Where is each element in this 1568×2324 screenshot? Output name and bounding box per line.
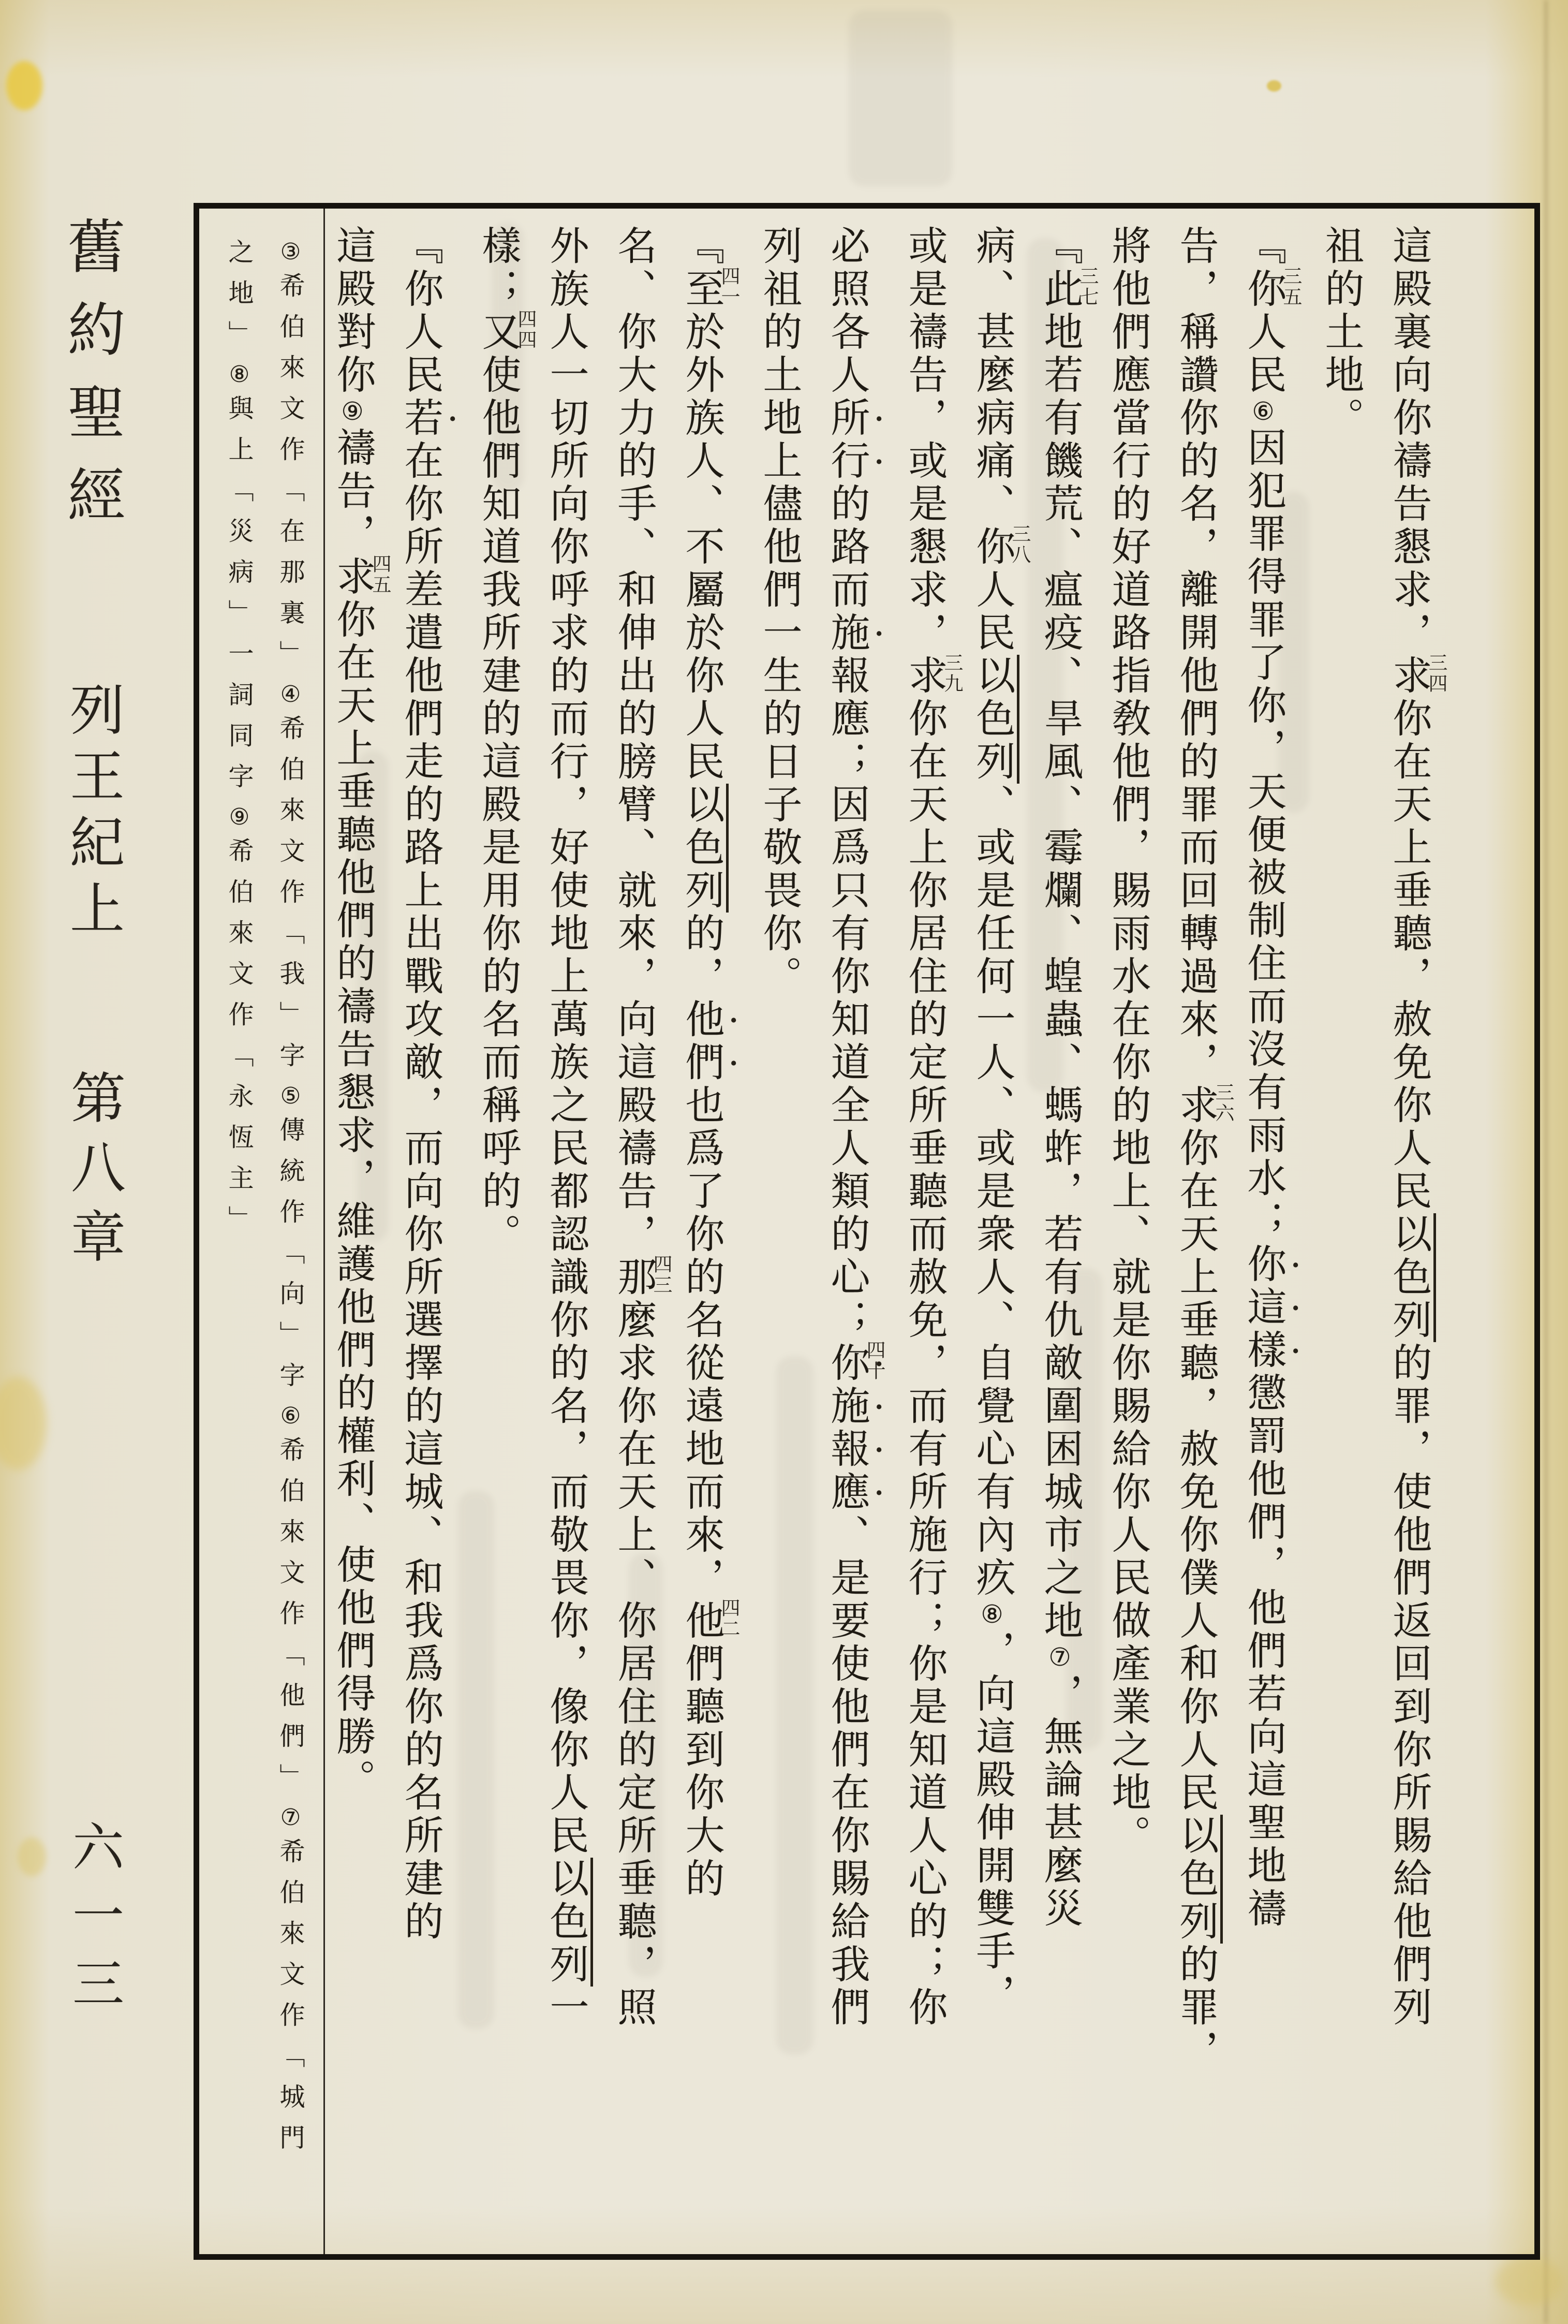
footnote-ref-mark: ⑧ xyxy=(226,361,253,395)
stain-spot xyxy=(0,1377,47,1470)
text-run: 那麼求你在天上、你居住的定所垂聽，照 xyxy=(612,1256,655,2029)
section-title: 列王紀上 xyxy=(62,681,123,946)
text-run: 又使他們知道我所建的這殿是用你的名而稱呼的。 xyxy=(476,311,520,1256)
text-run: 你人民 xyxy=(1241,268,1285,397)
text-run: 的路而 xyxy=(825,483,868,612)
text-run: 祖的土地。 xyxy=(1319,225,1363,440)
text-column xyxy=(214,239,265,2195)
scripture-columns xyxy=(331,225,1446,2237)
text-run: 的罪， xyxy=(1174,1944,1217,2072)
text-run: ，向這殿伸開雙手， xyxy=(970,1630,1014,2017)
text-run: 求你在天上垂聽，赦免你人民 xyxy=(1387,655,1430,1213)
stain-spot xyxy=(1496,2257,1563,2306)
text-run: 列祖的土地上儘他們一生的日子敬畏你。 xyxy=(757,225,801,998)
text-run: 希伯來文作﹁我﹂字 xyxy=(276,715,305,1083)
text-run: ﹃你人民 xyxy=(398,225,442,397)
text-column xyxy=(531,225,599,2232)
text-run: 報應；因爲只有你知道全人類的心； xyxy=(825,655,868,1342)
text-run: 也爲了你的名從遠地而來， xyxy=(679,1084,723,1600)
proper-noun: 以色列 xyxy=(1387,1213,1436,1342)
text-run: 與上﹁災病﹂一詞同字 xyxy=(225,395,254,804)
emphasized-text: 所行 xyxy=(825,397,868,483)
text-run: ﹃ xyxy=(1038,225,1082,268)
text-run: ，無論甚麼災 xyxy=(1038,1673,1082,1931)
proper-noun: 以色列 xyxy=(1174,1815,1223,1944)
book-title: 舊約聖經 xyxy=(59,216,123,548)
text-column: ﹃ 三七 此地若有饑荒、瘟疫、旱風、霉爛、蝗蟲、螞蚱，若有仇敵圍困城市之地⑦，無論甚麼災 xyxy=(1038,225,1098,1931)
footnote-ref-mark: ④ xyxy=(277,681,304,715)
text-column xyxy=(745,225,812,2232)
text-run: 求你在天上垂聽，赦免你僕人和你人民 xyxy=(1174,1084,1217,1815)
text-run: 、是要使他們在你賜給我們 xyxy=(825,1514,868,2029)
footnote-ref-mark: ⑨ xyxy=(226,804,253,837)
footnote-ref-mark: ⑤ xyxy=(277,1083,304,1116)
text-run: 、或是任何一人、或是衆人、自覺心有內疚 xyxy=(970,784,1014,1600)
text-column: 樣； 四四 又使他們知道我所建的這殿是用你的名而稱呼的。 xyxy=(476,225,536,1256)
page-number: 六一三 xyxy=(65,1820,122,2025)
text-run: 求你在天上你居住的定所垂聽而赦免，而有所施行；你是知道人心的；你 xyxy=(903,655,946,2029)
footnote-ref-mark: ⑦ xyxy=(1045,1643,1074,1673)
text-column: 或是禱告，或是懇求， 三九 求你在天上你居住的定所垂聽而赦免，而有所施行；你是知道人心的；你 xyxy=(903,225,962,2029)
footnote-ref-mark: ⑧ xyxy=(978,1600,1007,1630)
emphasized-text: 施 xyxy=(825,612,868,655)
text-run: 的， xyxy=(679,913,723,998)
text-run: ﹃ xyxy=(679,225,723,268)
text-run: 傳統作﹁向﹂字 xyxy=(276,1116,305,1403)
text-run: 必照各人 xyxy=(825,225,868,397)
text-column: 這殿裏向你禱告懇求， 三四 求你在天上垂聽，赦免你人民以色列的罪，使他們返回到你所賜給他們列 xyxy=(1387,225,1446,2029)
footnote-ref-mark: ⑦ xyxy=(277,1804,304,1838)
text-run: 一 xyxy=(544,1987,587,2029)
footnote-ref-mark: ⑥ xyxy=(1249,397,1278,427)
text-column: 這殿對你⑨禱告， 四五 求你在天上垂聽他們的禱告懇求，維護他們的權利、使他們得勝。 xyxy=(331,225,390,1802)
text-column xyxy=(265,239,316,2195)
text-column xyxy=(386,225,464,2232)
page-border-box xyxy=(194,203,1540,2260)
text-run: 的罪，使他們返回到你所賜給他們列 xyxy=(1387,1342,1430,2029)
text-column: ﹃ 四一 至於外族人、不屬於你人民以色列的，他們也爲了你的名從遠地而來， 四二 他們聽到你大的 xyxy=(679,225,739,1901)
text-run: 你人民 xyxy=(970,526,1014,655)
text-run: 病、甚麼病痛、 xyxy=(970,225,1014,526)
text-column: 必照各人所行的路而施報應；因爲只有你知道全人類的心； 四十 你施報應、是要使他們在你賜給我們 xyxy=(825,225,884,2029)
proper-noun: 以色列 xyxy=(679,784,729,913)
text-run: 樣； xyxy=(476,225,520,311)
text-column: 告，稱讚你的名，離開他們的罪而回轉過來， 三六 求你在天上垂聽，赦免你僕人和你人民以色列的罪， xyxy=(1174,225,1233,2072)
text-run: 告，稱讚你的名，離開他們的罪而回轉過來， xyxy=(1174,225,1217,1084)
text-run: 將他們應當行的好道路指敎他們，賜雨水在你的地上、就是你賜給你人民做產業之地。 xyxy=(1106,225,1149,1858)
text-run: 至於外族人、不屬於你人民 xyxy=(679,268,723,784)
text-column xyxy=(1307,225,1374,2232)
text-run: 外族人一切所向你呼求的而行，好使地上萬族之民都認識你的名，而敬畏你，像你人民 xyxy=(544,225,587,1858)
text-run: 懲罰他們，他們若向這聖地禱 xyxy=(1241,1372,1285,1931)
text-run: 或是禱告，或是懇求， xyxy=(903,225,946,655)
text-column: ﹃ 三五 你人民⑥因犯罪得罪了你，天便被制住而沒有雨水；你這樣懲罰他們，他們若向這聖地禱 xyxy=(1241,225,1301,1931)
text-run: 因犯罪得罪了你，天便被制住而沒有雨水； xyxy=(1241,427,1285,1243)
text-run: 此地若有饑荒、瘟疫、旱風、霉爛、蝗蟲、螞蚱，若有仇敵圍困城市之地 xyxy=(1038,268,1082,1643)
text-column xyxy=(1093,225,1161,2232)
stain-spot xyxy=(6,61,42,110)
text-run: 希伯來文作﹁在那裏﹂ xyxy=(276,272,305,681)
bleed-through xyxy=(849,10,952,186)
text-run: 這殿對你 xyxy=(331,225,374,397)
text-run: 求你在天上垂聽他們的禱告懇求，維護他們的權利、使他們得勝。 xyxy=(331,556,374,1802)
text-run: 希伯來文作﹁他們﹂ xyxy=(276,1436,305,1804)
footnote-ref-mark: ③ xyxy=(277,239,304,272)
footnote-columns xyxy=(206,239,316,2205)
text-run: 他們聽到你大的 xyxy=(679,1600,723,1901)
stain-spot xyxy=(18,1837,46,1876)
text-run: 希伯來文作﹁永恆主﹂ xyxy=(225,837,254,1246)
emphasized-text: 他們 xyxy=(679,998,723,1084)
footnote-divider-rule xyxy=(323,209,325,2254)
text-run: ﹃ xyxy=(1241,225,1285,268)
footnote-ref-mark: ⑥ xyxy=(277,1403,304,1436)
text-run: 希伯來文作﹁城門 xyxy=(276,1838,305,2165)
proper-noun: 以色列 xyxy=(970,655,1019,784)
text-run: 之地﹂ xyxy=(225,239,254,361)
text-run: 在你所差遣他們走的路上出戰攻敵，而向你所選擇的這城、和我爲你的名所建的 xyxy=(398,440,442,1944)
text-column: 病、甚麼病痛、 三八 你人民以色列、或是任何一人、或是衆人、自覺心有內疚⑧，向這殿伸開雙手， xyxy=(970,225,1030,2017)
emphasized-text: 若 xyxy=(398,397,442,440)
text-run: 禱告， xyxy=(331,427,374,556)
text-column: 名、你大力的手、和伸出的膀臂、就來，向這殿禱告， 四三 那麼求你在天上、你居住的定所垂聽，照 xyxy=(612,225,671,2029)
text-run: 這殿裏向你禱告懇求， xyxy=(1387,225,1430,655)
emphasized-text: 你施報應 xyxy=(825,1342,868,1514)
emphasized-text: 你這樣 xyxy=(1241,1243,1285,1372)
stain-spot xyxy=(1267,80,1281,92)
footnote-ref-mark: ⑨ xyxy=(338,397,367,427)
page-fold-shadow xyxy=(1544,0,1548,2324)
proper-noun: 以色列 xyxy=(544,1858,593,1987)
chapter-label: 第八章 xyxy=(63,1069,124,1277)
text-run: 名、你大力的手、和伸出的膀臂、就來，向這殿禱告， xyxy=(612,225,655,1256)
